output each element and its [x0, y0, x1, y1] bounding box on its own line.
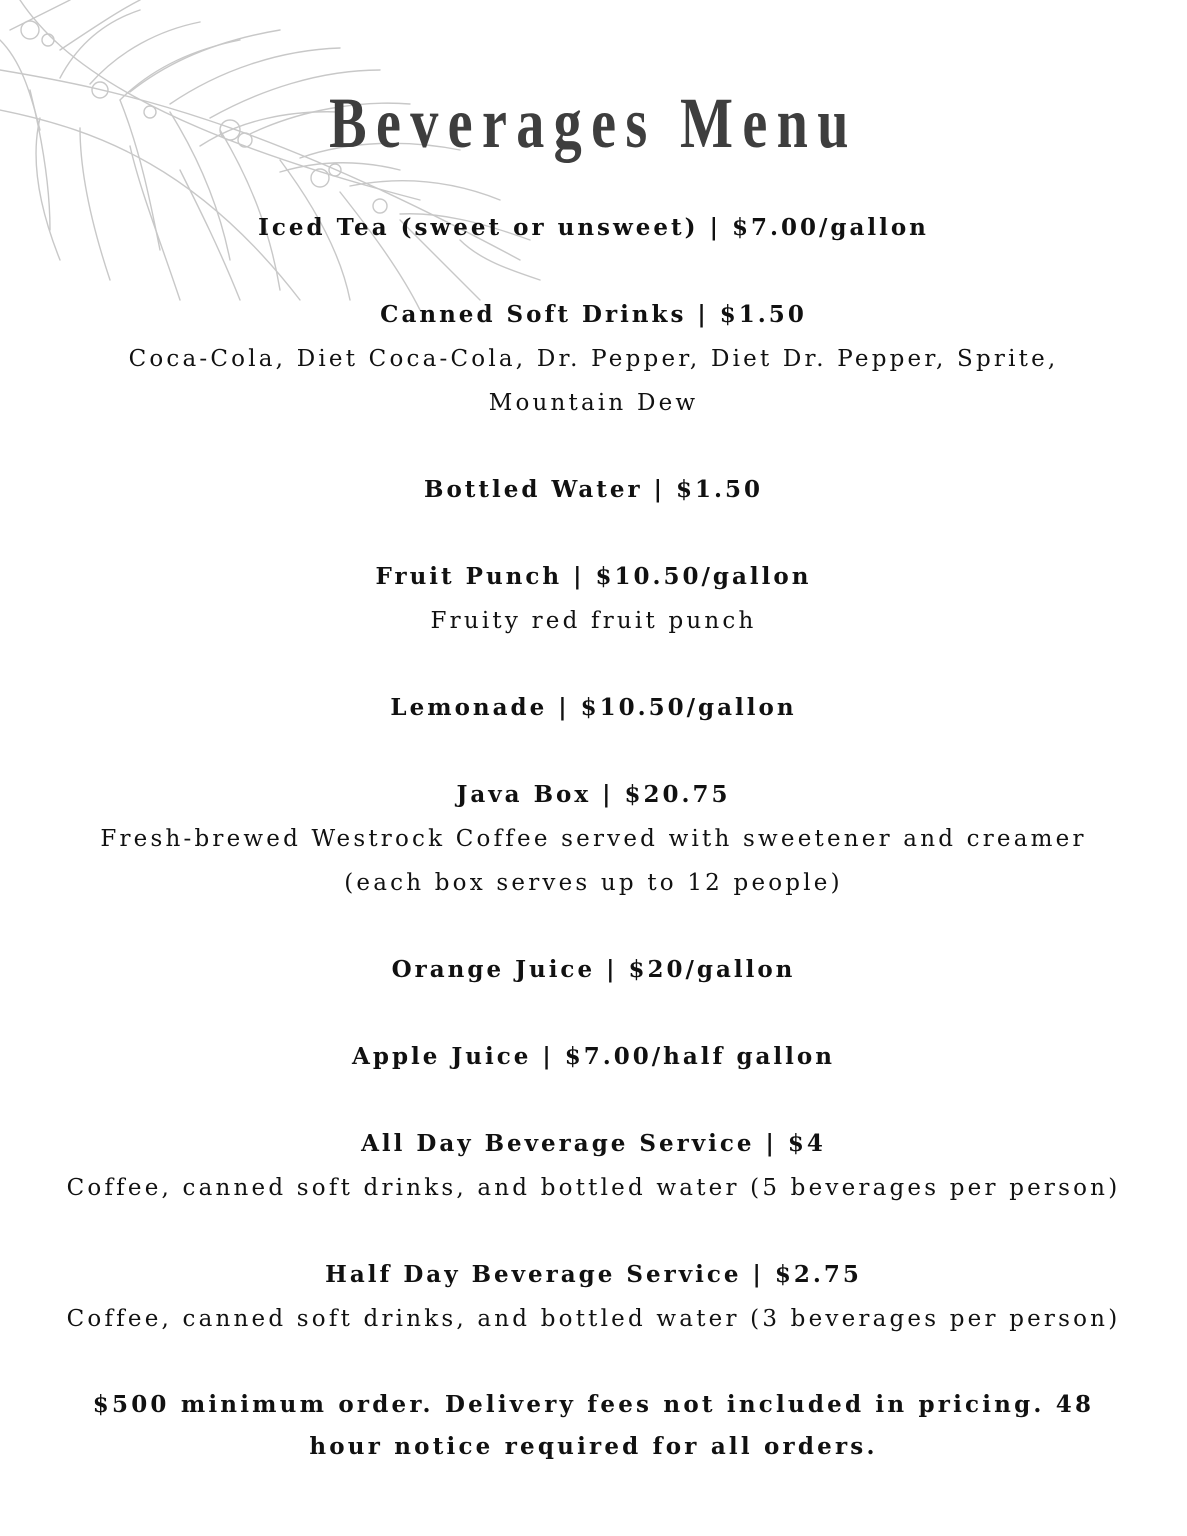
menu-item-description: Coffee, canned soft drinks, and bottled water (3 beverages per person): [66, 1306, 1121, 1332]
menu-item-title: Half Day Beverage Service | $2.75: [325, 1261, 862, 1288]
menu-item-description: Fresh-brewed Westrock Coffee served with sweetener and creamer (each box serves up to 12 people): [100, 826, 1087, 896]
menu-item-title: Bottled Water | $1.50: [424, 476, 763, 503]
menu-item-description: Fruity red fruit punch: [430, 608, 757, 634]
menu-item-canned-soft-drinks: [0, 293, 1187, 425]
menu-item-half-day-beverage-service: [0, 1253, 1187, 1341]
menu-item-title: Iced Tea (sweet or unsweet) | $7.00/gallon: [258, 214, 929, 241]
menu-item-lemonade: [0, 686, 1187, 730]
menu-item-title: Apple Juice | $7.00/half gallon: [352, 1043, 835, 1070]
menu-item-apple-juice: [0, 1035, 1187, 1079]
menu-item-all-day-beverage-service: [0, 1122, 1187, 1210]
menu-item-iced-tea: [0, 206, 1187, 250]
menu-item-fruit-punch: [0, 555, 1187, 643]
order-policy-note: $500 minimum order. Delivery fees not included in pricing. 48 hour notice required for all orders.: [92, 1391, 1095, 1460]
menu-list: [0, 206, 1187, 1384]
page-title: Beverages Menu: [329, 83, 858, 163]
menu-item-java-box: [0, 773, 1187, 905]
menu-item-title: All Day Beverage Service | $4: [361, 1130, 826, 1157]
menu-item-title: Java Box | $20.75: [456, 781, 731, 808]
menu-item-title: Lemonade | $10.50/gallon: [390, 694, 797, 721]
menu-item-title: Orange Juice | $20/gallon: [391, 956, 796, 983]
menu-item-title: Canned Soft Drinks | $1.50: [380, 301, 807, 328]
menu-item-description: Coca-Cola, Diet Coca-Cola, Dr. Pepper, Diet Dr. Pepper, Sprite, Mountain Dew: [128, 346, 1059, 416]
menu-item-orange-juice: [0, 948, 1187, 992]
menu-item-description: Coffee, canned soft drinks, and bottled water (5 beverages per person): [66, 1175, 1121, 1201]
menu-item-bottled-water: [0, 468, 1187, 512]
menu-item-title: Fruit Punch | $10.50/gallon: [375, 563, 812, 590]
